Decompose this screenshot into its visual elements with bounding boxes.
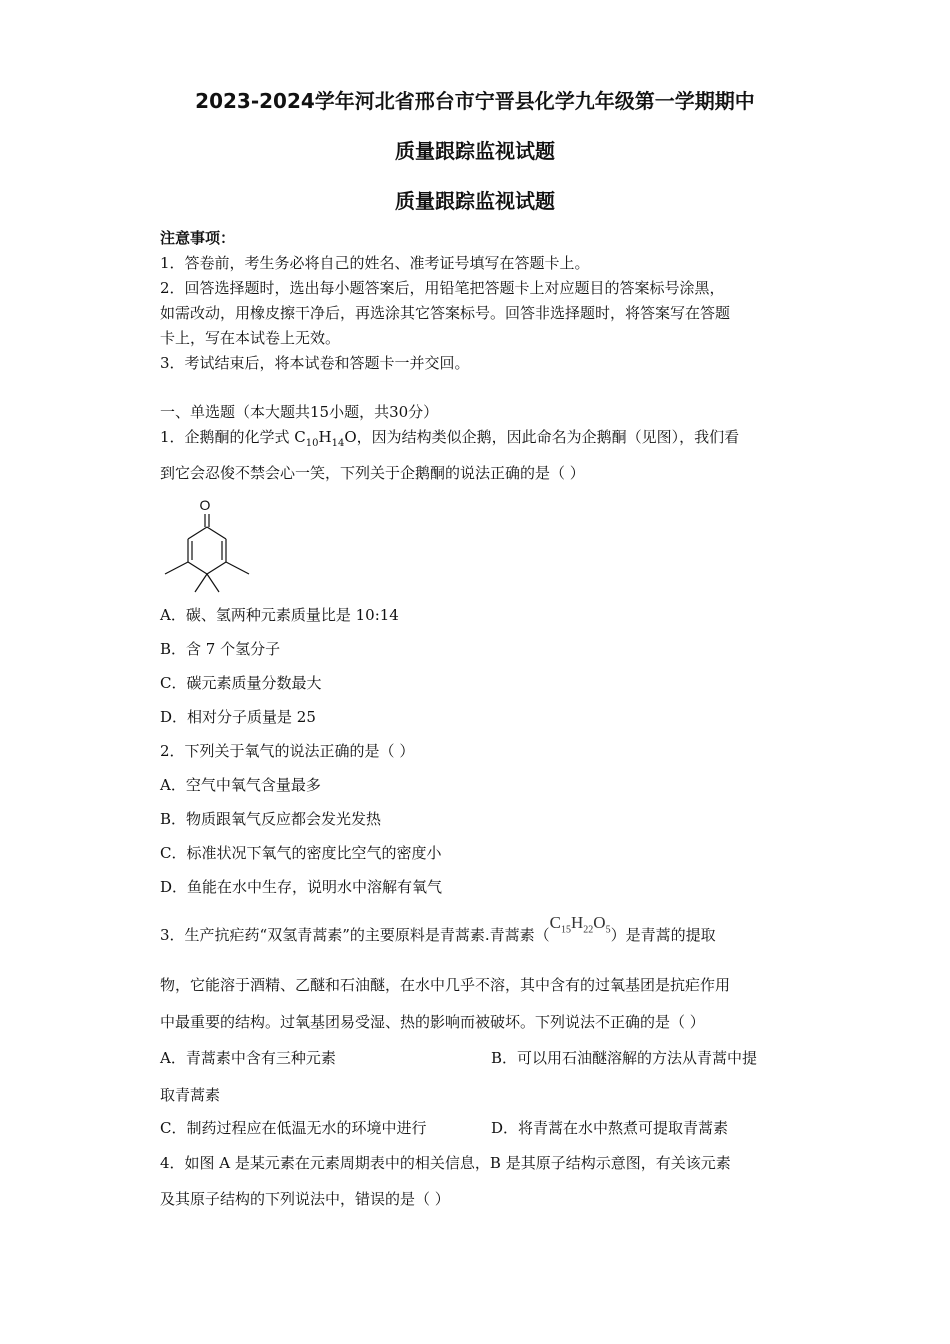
penguinone-structure-diagram [155, 494, 265, 598]
q2-option-d: D．鱼能在水中生存，说明水中溶解有氧气 [160, 878, 443, 896]
q4-stem-line-2: 及其原子结构的下列说法中，错误的是（ ） [160, 1190, 450, 1208]
q3-stem-line-3: 中最重要的结构。过氧基团易受湿、热的影响而被破坏。下列说法不正确的是（ ） [160, 1013, 705, 1031]
notes-heading: 注意事项： [160, 229, 236, 247]
q1-stem-line-1: 1．企鹅酮的化学式 $C_{10}H_{14}O$，因为结构类似企鹅，因此命名为企鹅酮（见图），我们看 [160, 428, 740, 449]
note-3: 3．考试结束后，将本试卷和答题卡一并交回。 [160, 354, 470, 372]
section-heading: 一、单选题（本大题共15小题，共30分） [160, 403, 439, 421]
q3-stem-line-1: 3．生产抗疟药“双氢青蒿素”的主要原料是青蒿素.青蒿素$(C_{15}H_{22}O_5)$是青蒿的提取 [160, 913, 716, 944]
q3-option-a: A．青蒿素中含有三种元素 [160, 1049, 336, 1067]
note-2-line-3: 卡上，写在本试卷上无效。 [160, 329, 341, 347]
exam-title-line-2: 质量跟踪监视试题 [395, 139, 555, 163]
note-2-line-1: 2．回答选择题时，选出每小题答案后，用铅笔把答题卡上对应题目的答案标号涂黑， [160, 279, 725, 297]
q3-stem-line-2: 物，它能溶于酒精、乙醚和石油醚，在水中几乎不溶，其中含有的过氧基团是抗疟作用 [160, 976, 731, 994]
oxygen-atom-label: O [199, 497, 211, 513]
q2-stem: 2．下列关于氧气的说法正确的是（ ） [160, 742, 415, 760]
q1-option-a: A．碳、氢两种元素质量比是 10:14 [160, 606, 399, 624]
q3-option-b: B．可以用石油醚溶解的方法从青蒿中提 [491, 1049, 758, 1067]
q2-option-a: A．空气中氧气含量最多 [160, 776, 321, 794]
q3-option-c: C．制药过程应在低温无水的环境中进行 [160, 1119, 427, 1137]
q1-option-d: D．相对分子质量是 25 [160, 708, 316, 726]
q3-option-b-continued: 取青蒿素 [160, 1086, 221, 1104]
q1-option-c: C．碳元素质量分数最大 [160, 674, 322, 692]
exam-title-line-1: 2023-2024学年河北省邢台市宁晋县化学九年级第一学期期中 [195, 89, 755, 113]
exam-title-line-3: 质量跟踪监视试题 [395, 189, 555, 213]
q2-option-b: B．物质跟氧气反应都会发光发热 [160, 810, 382, 828]
q4-stem-line-1: 4．如图 A 是某元素在元素周期表中的相关信息，B 是其原子结构示意图，有关该元素 [160, 1154, 731, 1172]
artemisinin-formula: $C_{15}H_{22}O_5$ [549, 913, 611, 936]
q1-stem-line-2: 到它会忍俊不禁会心一笑，下列关于企鹅酮的说法正确的是（ ） [160, 464, 585, 482]
q2-option-c: C．标准状况下氧气的密度比空气的密度小 [160, 844, 442, 862]
note-2-line-2: 如需改动，用橡皮擦干净后，再选涂其它答案标号。回答非选择题时，将答案写在答题 [160, 304, 731, 322]
note-1: 1．答卷前，考生务必将自己的姓名、准考证号填写在答题卡上。 [160, 254, 590, 272]
q3-option-d: D．将青蒿在水中熬煮可提取青蒿素 [491, 1119, 729, 1137]
q1-option-b: B．含 7 个氢分子 [160, 640, 281, 658]
